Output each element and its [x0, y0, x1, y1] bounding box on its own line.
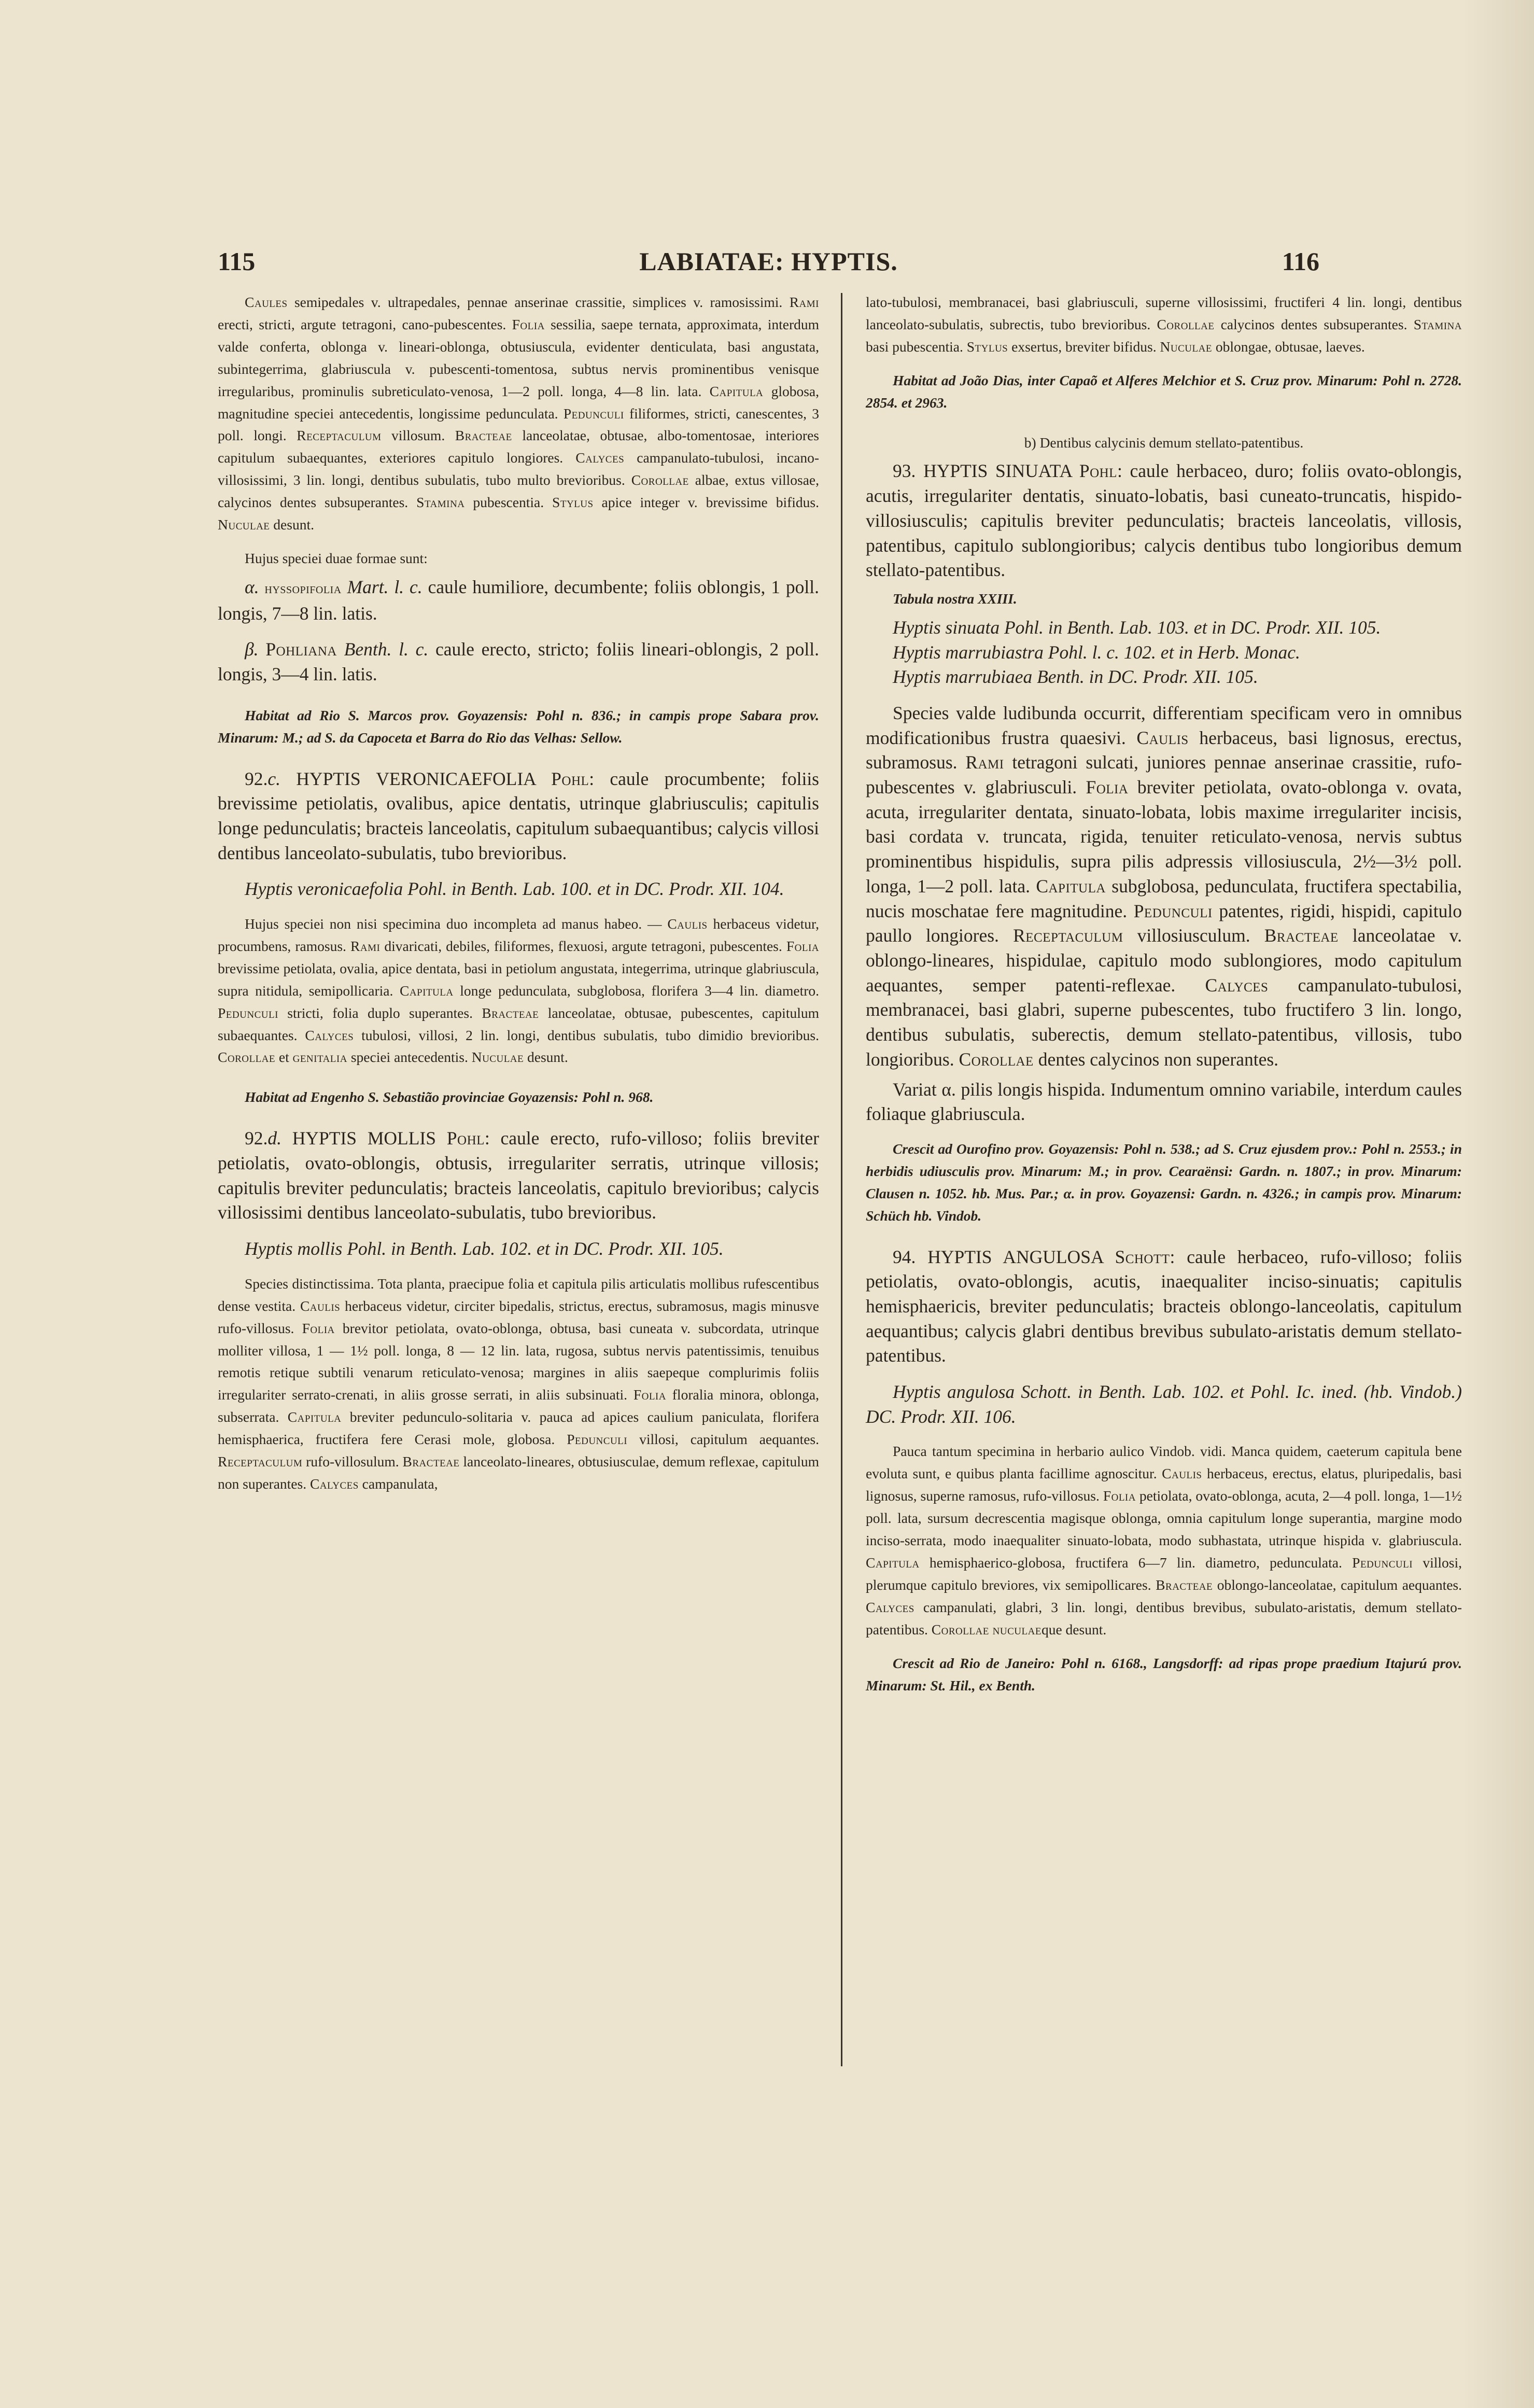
right-column [866, 291, 1462, 1697]
running-title: LABIATAE: HYPTIS. [639, 247, 898, 276]
habitat-note: Crescit ad Ourofino prov. Goyazensis: Pohl n. 538.; ad S. Cruz ejusdem prov.: Pohl n. 2553.; in herbidis udiusculis prov. Minarum: M.; in prov. Cearaënsi: Gardn. n. 1807.; in prov. Minarum: Clausen n. 1052. hb. Mus. Par.; α. in prov. Goyazensi: Gardn. n. 4326.; in campis prov. Minarum: Schüch hb. Vindob. [866, 1140, 1462, 1224]
description-93: Species valde ludibunda occurrit, differentiam specificam vero in omnibus modificationibus frustra quaesivi. Caulis herbaceus, basi lignosus, erectus, subramosus. Rami tetragoni sulcati, juniores pennae anserinae crassitie, rufo-pubescentes v. glabriusculi. Folia breviter petiolata, ovato-oblonga v. ovata, acuta, irregulariter dentata, sinuato-lobata, lobis maxime irregulariter incisis, basi cordata v. truncata, rigida, tenuiter reticulato-venosa, nervis subtus prominentibus hispidulis, supra pilis adpressis villosiuscula, 2½—3½ poll. longa, 1—2 poll. lata. Capitula subglobosa, pedunculata, fructifera spectabilia, nucis moschatae fere magnitudine. Pedunculi patentes, rigidi, hispidi, capitulo paullo longiores. Receptaculum villosiusculum. Bracteae lanceolatae v. oblongo-lineares, hispidulae, capitulo modo sublongiores, modo capitulum aequantes, semper patenti-reflexae. Calyces campanulato-tubulosi, membranacei, basi glabri, superne pubescentes, tubo fructifero 3 lin. longo, dentibus subulatis, suberectis, demum stellato-patentibus, villosis, tubo longioribus. Corollae dentes calycinos non superantes. [866, 702, 1462, 1070]
plate-reference: Tabula nostra XXIII. [893, 590, 1017, 607]
description-continued: lato-tubulosi, membranacei, basi glabriusculi, superne villosissimi, fructiferi 4 lin. longi, dentibus lanceolato-subulatis, subrectis, tubo brevioribus. Corollae calycinos dentes subsuperantes. Stamina basi pubescentia. Stylus exsertus, breviter bifidus. Nuculae oblongae, obtusae, laeves. [866, 294, 1462, 355]
page-number-right: 116 [1282, 247, 1319, 276]
form-beta: β. Pohliana Benth. l. c. caule erecto, stricto; foliis lineari-oblongis, 2 poll. longis, 3—4 lin. latis. [218, 639, 819, 684]
synonym-93: Hyptis marrubiaea Benth. in DC. Prodr. XII. 105. [893, 666, 1258, 688]
synonym-93: Hyptis marrubiastra Pohl. l. c. 102. et in Herb. Monac. [893, 641, 1300, 663]
running-header [218, 246, 1319, 283]
habitat-note: Habitat ad Engenho S. Sebastião provinciae Goyazensis: Pohl n. 968. [245, 1089, 654, 1105]
species-heading-94: 94. HYPTIS ANGULOSA Schott: caule herbaceo, rufo-villoso; foliis petiolatis, ovato-oblongis, acutis, inaequaliter inciso-sinuatis; capitulis hemisphaericis, breviter pedunculatis; bracteis oblongo-lanceolatis, capitulum aequantibus; calycis glabri dentibus brevibus subulato-aristatis demum stellato-patentibus. [866, 1246, 1462, 1366]
habitat-note: Crescit ad Rio de Janeiro: Pohl n. 6168., Langsdorff: ad ripas prope praedium Itajurú prov. Minarum: St. Hil., ex Benth. [866, 1655, 1462, 1693]
description-94: Pauca tantum specimina in herbario aulico Vindob. vidi. Manca quidem, caeterum capitula bene evoluta sunt, e quibus planta facillime agnoscitur. Caulis herbaceus, erectus, elatus, pluripedalis, basi lignosus, superne ramosus, rufo-villosus. Folia petiolata, ovato-oblonga, acuta, 2—4 poll. longa, 1—1½ poll. lata, sursum decrescentia magisque oblonga, omnia capitulum longe superantia, margine modo inciso-serrata, modo inaequaliter sinuato-lobata, modo subhastata, utrinque hispida v. glabriuscula. Capitula hemisphaerico-globosa, fructifera 6—7 lin. diametro, pedunculata. Pedunculi villosi, plerumque capitulo breviores, vix semipollicares. Bracteae oblongo-lanceolatae, capitulum aequantes. Calyces campanulati, glabri, 3 lin. longi, dentibus brevibus, subulato-aristatis, demum stellato-patentibus. Corollae nuculaeque desunt. [866, 1443, 1462, 1637]
form-alpha: α. hyssopifolia Mart. l. c. caule humiliore, decumbente; foliis oblongis, 1 poll. longis, 7—8 lin. latis. [218, 576, 819, 624]
page-edge-shadow [1462, 0, 1534, 2408]
description-paragraph: Caules semipedales v. ultrapedales, pennae anserinae crassitie, simplices v. ramosissimi. Rami erecti, stricti, argute tetragoni, cano-pubescentes. Folia sessilia, saepe ternata, approximata, interdum valde conferta, oblonga v. lineari-oblonga, obtusiuscula, evidenter denticulata, basi angustata, subintegerrima, glabriuscula v. pubescenti-tomentosa, subtus nervis prominentibus venisque irregularibus, prominulis subreticulato-venosa, 1—2 poll. longa, 4—8 lin. lata. Capitula globosa, magnitudine speciei antecedentis, longissime pedunculata. Pedunculi filiformes, stricti, canescentes, 3 poll. longi. Receptaculum villosum. Bracteae lanceolatae, obtusae, albo-tomentosae, interiores capitulum subaequantes, exteriores capitulo longiores. Calyces campanulato-tubulosi, incano-villosissimi, 3 lin. longi, dentibus subulatis, tubo multo brevioribus. Corollae albae, extus villosae, calycinos dentes subsuperantes. Stamina pubescentia. Stylus apice integer v. brevissime bifidus. Nuculae desunt. [218, 294, 820, 533]
species-heading-92d: 92.d. HYPTIS MOLLIS Pohl: caule erecto, rufo-villoso; foliis breviter petiolatis, ovato-oblongis, obtusis, irregulariter serratis, utrinque villosis; capitulis breviter pedunculatis; bracteis lanceolatis, capitulo brevioribus; calycis villosissimi dentibus lanceolato-subulatis, tubo brevioribus. [218, 1128, 819, 1223]
column-divider [841, 293, 842, 2066]
variation-note: Variat α. pilis longis hispida. Indumentum omnino variabile, interdum caules foliaque glabriuscula. [866, 1079, 1462, 1125]
description-92d: Species distinctissima. Tota planta, praecipue folia et capitula pilis articulatis mollibus rufescentibus dense vestita. Caulis herbaceus videtur, circiter bipedalis, strictus, erectus, subramosus, magis minusve rufo-villosus. Folia brevitor petiolata, ovato-oblonga, obtusa, basi cuneata v. subcordata, utrinque molliter villosa, 1 — 1½ poll. longa, 8 — 12 lin. lata, rugosa, subtus nervis patentissimis, tenuibus remotis retique subtili venarum reticulato-venosa; margines in aliis saepeque complurimis foliis irregulariter serrato-crenati, in aliis grosse serrati, in aliis subsinuati. Folia floralia minora, oblonga, subserrata. Capitula breviter pedunculo-solitaria v. pauca ad apices caulium paniculata, florifera hemisphaerica, fructifera fere Cerasi mole, globosa. Pedunculi villosi, capitulum aequantes. Receptaculum rufo-villosulum. Bracteae lanceolato-lineares, obtusiusculae, demum reflexae, capitulum non superantes. Calyces campanulata, [218, 1275, 820, 1492]
synonym-92d: Hyptis mollis Pohl. in Benth. Lab. 102. et in DC. Prodr. XII. 105. [245, 1238, 724, 1259]
left-column [218, 291, 819, 1495]
species-heading-93: 93. HYPTIS SINUATA Pohl: caule herbaceo, duro; foliis ovato-oblongis, acutis, irregulariter dentatis, sinuato-lobatis, basi cuneato-truncatis, hispido-villosiusculis; capitulis breviter pedunculatis; bracteis lanceolatis, villosis, patentibus, capitulo sublongioribus; calycis dentibus tubo longioribus demum stellato-patentibus. [866, 460, 1462, 581]
synonym-92c: Hyptis veronicaefolia Pohl. in Benth. Lab. 100. et in DC. Prodr. XII. 104. [245, 878, 784, 900]
species-heading-92c: 92.c. HYPTIS VERONICAEFOLIA Pohl: caule procumbente; foliis brevissime petiolatis, ovalibus, apice dentatis, utrinque glabriusculis; capitulis longe pedunculatis; bracteis lanceolatis, capitulum subaequantibus; calycis villosi dentibus lanceolato-subulatis, tubo brevioribus. [218, 768, 819, 863]
habitat-note: Habitat ad João Dias, inter Capaõ et Alferes Melchior et S. Cruz prov. Minarum: Pohl n. 2728. 2854. et 2963. [866, 372, 1462, 411]
habitat-note: Habitat ad Rio S. Marcos prov. Goyazensis: Pohl n. 836.; in campis prope Sabara prov. Minarum: M.; ad S. da Capoceta et Barra do Rio das Velhas: Sellow. [218, 707, 819, 746]
page-number-left: 115 [218, 247, 256, 276]
forms-intro: Hujus speciei duae formae sunt: [245, 550, 428, 566]
description-92c: Hujus speciei non nisi specimina duo incompleta ad manus habeo. — Caulis herbaceus videtur, procumbens, ramosus. Rami divaricati, debiles, filiformes, flexuosi, argute tetragoni, pubescentes. Folia brevissime petiolata, ovalia, apice dentata, basi in petiolum angustata, integerrima, utrinque glabriuscula, supra nitidula, semipollicaria. Capitula longe pedunculata, subglobosa, florifera 3—4 lin. diametro. Pedunculi stricti, folia duplo superantes. Bracteae lanceolatae, obtusae, pubescentes, capitulum subaequantes. Calyces tubulosi, villosi, 2 lin. longi, dentibus subulatis, tubo dimidio brevioribus. Corollae et genitalia speciei antecedentis. Nuculae desunt. [218, 916, 820, 1066]
synonym-94: Hyptis angulosa Schott. in Benth. Lab. 102. et Pohl. Ic. ined. (hb. Vindob.) DC. Prodr. XII. 106. [866, 1381, 1462, 1427]
section-heading-b: b) Dentibus calycinis demum stellato-patentibus. [1024, 434, 1304, 451]
synonym-93: Hyptis sinuata Pohl. in Benth. Lab. 103. et in DC. Prodr. XII. 105. [893, 617, 1381, 638]
